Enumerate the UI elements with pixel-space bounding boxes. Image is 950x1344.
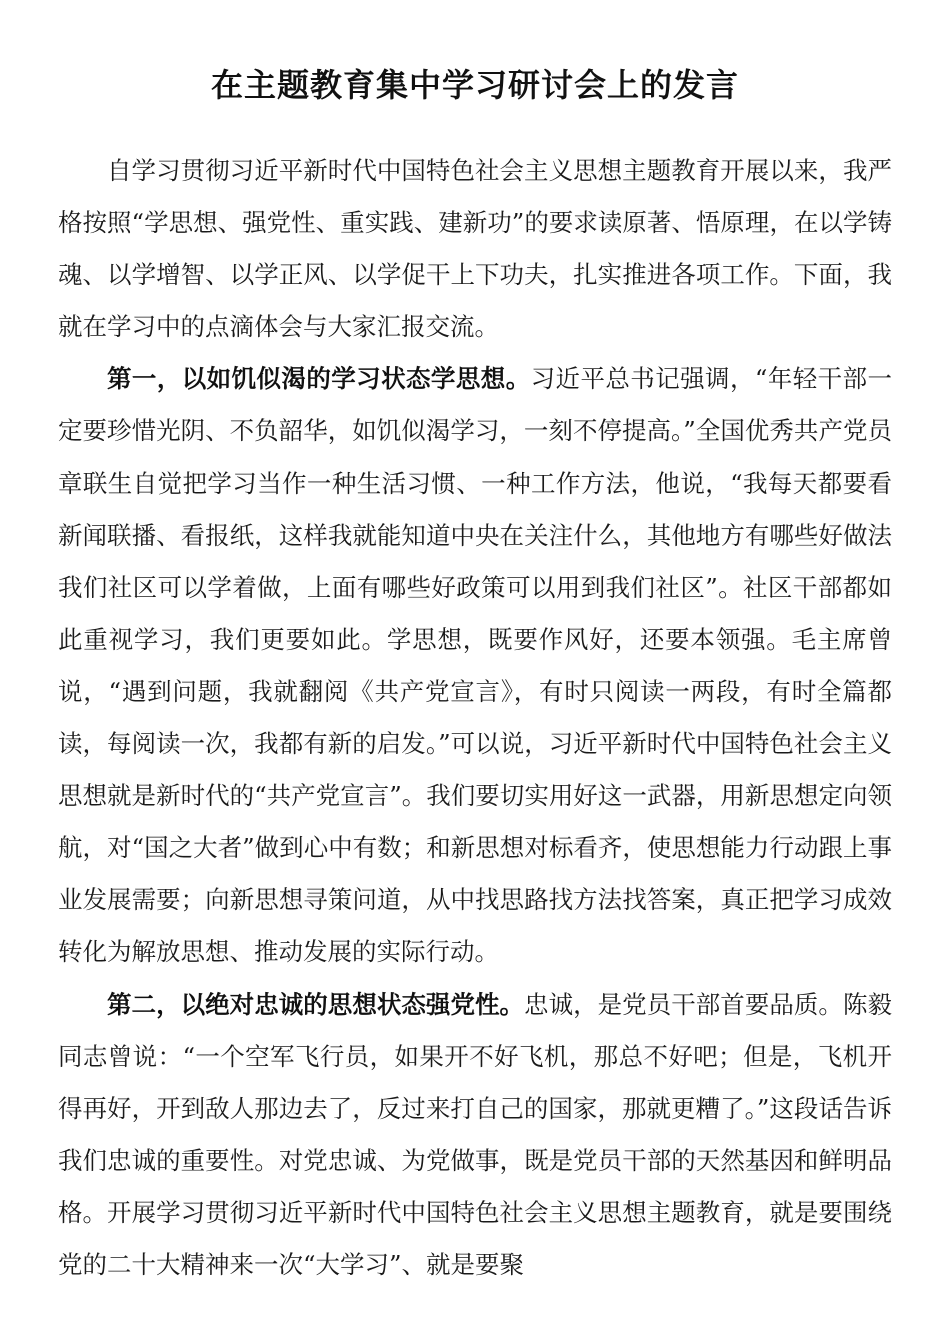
document-page xyxy=(58,55,892,1291)
section-1-heading: 第一，以如饥似渴的学习状态学思想。 xyxy=(107,364,531,394)
section-2-body: 忠诚，是党员干部首要品质。陈毅同志曾说：“一个空军飞行员，如果开不好飞机，那总不好吧；但是，飞机开得再好，开到敌人那边去了，反过来打自己的国家，那就更糟了。”这段话告诉我们忠诚的重要性。对党忠诚、为党做事，既是党员干部的天然基因和鲜明品格。开展学习贯彻习近平新时代中国特色社会主义思想主题教育，就是要围绕党的二十大精神来一次“大学习”、就是要聚 xyxy=(58,989,892,1279)
document-title: 在主题教育集中学习研讨会上的发言 xyxy=(210,66,739,104)
intro-paragraph: 自学习贯彻习近平新时代中国特色社会主义思想主题教育开展以来，我严格按照“学思想、强党性、重实践、建新功”的要求读原著、悟原理，在以学铸魂、以学增智、以学正风、以学促干上下功夫，扎实推进各项工作。下面，我就在学习中的点滴体会与大家汇报交流。 xyxy=(58,156,892,342)
section-2-heading: 第二，以绝对忠诚的思想状态强党性。 xyxy=(107,989,525,1019)
section-2-paragraph xyxy=(58,979,892,1292)
section-1-body: 习近平总书记强调，“年轻干部一定要珍惜光阴、不负韶华，如饥似渴学习，一刻不停提高。”全国优秀共产党员章联生自觉把学习当作一种生活习惯、一种工作方法，他说，“我每天都要看新闻联播、看报纸，这样我就能知道中央在关注什么，其他地方有哪些好做法我们社区可以学着做，上面有哪些好政策可以用到我们社区”。社区干部都如此重视学习，我们更要如此。学思想，既要作风好，还要本领强。毛主席曾说，“遇到问题，我就翻阅《共产党宣言》，有时只阅读一两段，有时全篇都读，每阅读一次，我都有新的启发。”可以说，习近平新时代中国特色社会主义思想就是新时代的“共产党宣言”。我们要切实用好这一武器，用新思想定向领航，对“国之大者”做到心中有数；和新思想对标看齐，使思想能力行动跟上事业发展需要；向新思想寻策问道，从中找思路找方法找答案，真正把学习成效转化为解放思想、推动发展的实际行动。 xyxy=(58,364,893,967)
section-1-paragraph xyxy=(58,353,892,978)
